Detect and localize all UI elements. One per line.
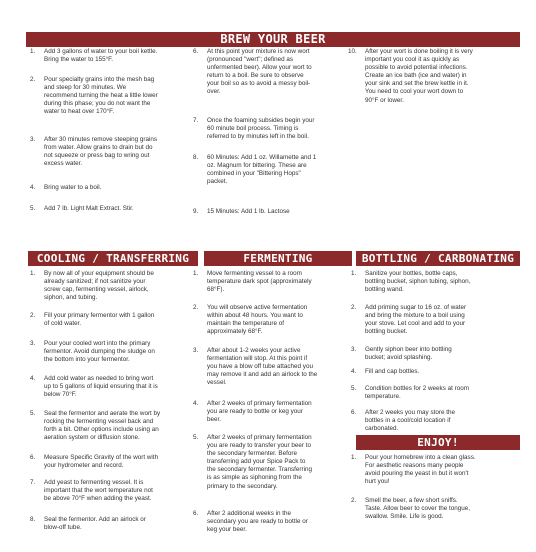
cooling-title: COOLING / TRANSFERRING [36, 252, 190, 265]
cooling-header [28, 251, 198, 266]
bottling-step-6-number: 6. [351, 409, 357, 416]
fermenting-step-2 [193, 304, 351, 336]
brew-column-2 [193, 48, 348, 248]
brew-step-8-number: 8. [193, 154, 199, 161]
cooling-step-2-number: 2. [30, 312, 36, 319]
brew-step-10-text: After your wort is done boiling it is very important you cool it as quickly as possible to avoid potential infections. Create an ice bath (ice and water) in your sink and set the brew kettle in it. You need to cool your wort down to 90°F or lower. [365, 48, 473, 104]
cooling-step-8 [30, 516, 200, 532]
fermenting-step-1-text: Move fermenting vessel to a room temperature dark spot (approximately 68°F). [207, 270, 312, 294]
fermenting-step-2-text: You will observe active fermentation within about 48 hours. You want to maintain the temperature of approximately 68°F. [207, 304, 308, 336]
brew-step-1-number: 1. [30, 48, 36, 55]
bottling-step-3-text: Gently siphon beer into bottling bucket; avoid splashing. [365, 346, 452, 362]
enjoy-header [356, 435, 520, 450]
bottling-step-5-number: 5. [351, 385, 357, 392]
bottling-step-6-text: After 2 weeks you may store the bottles in a cool/cold location if carbonated. [365, 409, 455, 433]
fermenting-step-1 [193, 270, 351, 294]
brew-step-2-text: Pour specialty grains into the mesh bag and steep for 30 minutes. We recommend turning the heat a little lower during this phase; you do not want the water to heat over 170°F. [44, 76, 158, 116]
brew-step-1 [30, 48, 195, 64]
cooling-step-3-number: 3. [30, 340, 36, 347]
brew-step-4 [30, 184, 195, 192]
bottling-step-1 [351, 270, 519, 294]
bottling-column [351, 270, 519, 432]
fermenting-title: FERMENTING [243, 252, 313, 265]
fermenting-step-5-text: After 2 weeks of primary fermentation you are ready to transfer your beer to the secondary fermenter. Before transferring add your Spice Pack to the secondary fermenter. Transferring is as simple as siphoning from the primary to the secondary. [207, 434, 312, 490]
fermenting-step-3-text: After about 1-2 weeks your active fermentation will stop. At this point if you have a blow off tube attached you may remove it and add an airlock to the vessel. [207, 347, 318, 387]
brew-header [26, 32, 520, 47]
brew-step-3-text: After 30 minutes remove steeping grains from water. Allow grains to drain but do not squeeze or press bag to wring out excess water. [44, 136, 158, 168]
bottling-step-1-text: Sanitize your bottles, bottle caps, bottling bucket, siphon tubing, siphon, bottling wand. [365, 270, 471, 294]
brew-step-6-text: At this point your mixture is now wort (pronounced "wert"; defined as unfermented beer). Allow your wort to return to a boil. Be sure to observe your boil so as to avoid a messy boil- over. [207, 48, 312, 96]
fermenting-step-6-number: 6. [193, 510, 199, 517]
fermenting-header [204, 251, 352, 266]
enjoy-step-2 [351, 497, 519, 521]
cooling-step-7 [30, 479, 200, 503]
brew-step-6-number: 6. [193, 48, 199, 55]
brew-step-9 [193, 208, 348, 216]
cooling-step-1-text: By now all of your equipment should be already sanitized; if not sanitize your screw cap, fermenting vessel, airlock, siphon, and tubing. [44, 270, 154, 302]
enjoy-title: ENJOY! [417, 436, 459, 449]
cooling-step-1 [30, 270, 200, 302]
brew-title: BREW YOUR BEER [220, 32, 326, 46]
fermenting-column [193, 270, 351, 552]
cooling-step-1-number: 1. [30, 270, 36, 277]
enjoy-step-1 [351, 454, 519, 486]
brew-column-3 [348, 48, 518, 128]
brew-step-5-text: Add 7 lb. Light Malt Extract. Stir. [44, 205, 134, 212]
brew-step-7-text: Once the foaming subsides begin your 60 minute boil process. Timing is referred to by minutes left in the boil. [207, 117, 315, 141]
brew-step-7 [193, 117, 348, 141]
brew-step-7-number: 7. [193, 117, 199, 124]
cooling-step-3-text: Pour your cooled wort into the primary fermentor. Avoid dumping the sludge on the bottom into your fermentor. [44, 340, 155, 364]
fermenting-step-4-text: After 2 weeks of primary fermentation you are ready to bottle or keg your beer. [207, 400, 312, 424]
bottling-step-5-text: Condition bottles for 2 weeks at room temperature. [365, 385, 469, 401]
brew-step-6 [193, 48, 348, 97]
enjoy-step-2-text: Smell the beer, a few short sniffs. Taste. Allow beer to cover the tongue, swallow. Smile. Life is good. [365, 497, 471, 521]
enjoy-column [351, 454, 519, 552]
bottling-step-1-number: 1. [351, 270, 357, 277]
cooling-step-2-text: Fill your primary fermentor with 1 gallon of cold water. [44, 312, 155, 328]
brew-step-1-text: Add 3 gallons of water to your boil kettle. Bring the water to 155°F. [44, 48, 158, 64]
fermenting-step-3-number: 3. [193, 347, 199, 354]
fermenting-step-6 [193, 510, 351, 534]
cooling-step-3 [30, 340, 200, 364]
brew-step-4-number: 4. [30, 184, 36, 191]
brew-column-1 [30, 48, 195, 248]
bottling-title: BOTTLING / CARBONATING [361, 252, 515, 265]
cooling-step-5 [30, 410, 200, 442]
fermenting-step-4 [193, 400, 351, 424]
brew-step-8 [193, 154, 348, 186]
cooling-column [30, 270, 200, 552]
cooling-step-4-number: 4. [30, 375, 36, 382]
cooling-step-5-number: 5. [30, 410, 36, 417]
enjoy-step-1-text: Pour your homebrew into a clean glass. For aesthetic reasons many people avoid pouring the yeast in but it won't hurt you! [365, 454, 476, 486]
enjoy-step-2-number: 2. [351, 497, 357, 504]
fermenting-step-6-text: After 2 additional weeks in the secondary you are ready to bottle or keg your beer. [207, 510, 308, 534]
cooling-step-4-text: Add cold water as needed to bring wort up to 5 gallons of liquid ensuring that it is below 70°F. [44, 375, 158, 399]
cooling-step-6-number: 6. [30, 454, 36, 461]
cooling-step-8-number: 8. [30, 516, 36, 523]
brew-step-10 [348, 48, 518, 105]
bottling-step-2-text: Add priming sugar to 16 oz. of water and bring the mixture to a boil using your stove. Let cool and add to your bottling bucket. [365, 304, 467, 336]
bottling-step-3 [351, 346, 519, 362]
brew-step-5 [30, 205, 195, 213]
brew-step-3-number: 3. [30, 136, 36, 143]
brew-step-9-number: 9. [193, 208, 199, 215]
bottling-step-5 [351, 385, 519, 401]
brew-step-8-text: 60 Minutes: Add 1 oz. Willamette and 1 oz. Magnum for bittering. These are combined in your "Bittering Hops" packet. [207, 154, 317, 186]
cooling-step-7-text: Add yeast to fermenting vessel. It is important that the wort temperature not be above 70°F when adding the yeast. [44, 479, 153, 503]
fermenting-step-5 [193, 434, 351, 491]
enjoy-step-1-number: 1. [351, 454, 357, 461]
fermenting-step-1-number: 1. [193, 270, 199, 277]
fermenting-step-2-number: 2. [193, 304, 199, 311]
bottling-step-4-number: 4. [351, 368, 357, 375]
brew-step-5-number: 5. [30, 205, 36, 212]
fermenting-step-3 [193, 347, 351, 387]
brew-step-4-text: Bring water to a boil. [44, 184, 102, 191]
cooling-step-2 [30, 312, 200, 328]
cooling-step-5-text: Seal the fermentor and aerate the wort by rocking the fermenting vessel back and forth a bit. Other options include using an aeration system or diffusion stone. [44, 410, 161, 442]
cooling-step-6-text: Measure Specific Gravity of the wort with your hydrometer and record. [44, 454, 159, 470]
fermenting-step-4-number: 4. [193, 400, 199, 407]
bottling-step-6 [351, 409, 519, 433]
cooling-step-7-number: 7. [30, 479, 36, 486]
fermenting-step-5-number: 5. [193, 434, 199, 441]
cooling-step-6 [30, 454, 200, 470]
bottling-step-2 [351, 304, 519, 336]
bottling-step-4-text: Fill and cap bottles. [365, 368, 420, 375]
brew-step-2-number: 2. [30, 76, 36, 83]
brew-step-10-number: 10. [348, 48, 357, 55]
brew-step-2 [30, 76, 195, 116]
cooling-step-8-text: Seal the fermentor. Add an airlock or blow-off tube. [44, 516, 146, 532]
bottling-header [356, 251, 520, 266]
bottling-step-3-number: 3. [351, 346, 357, 353]
bottling-step-2-number: 2. [351, 304, 357, 311]
brew-step-9-text: 15 Minutes: Add 1 lb. Lactose [207, 208, 290, 215]
bottling-step-4 [351, 368, 519, 376]
cooling-step-4 [30, 375, 200, 399]
brew-step-3 [30, 136, 195, 168]
